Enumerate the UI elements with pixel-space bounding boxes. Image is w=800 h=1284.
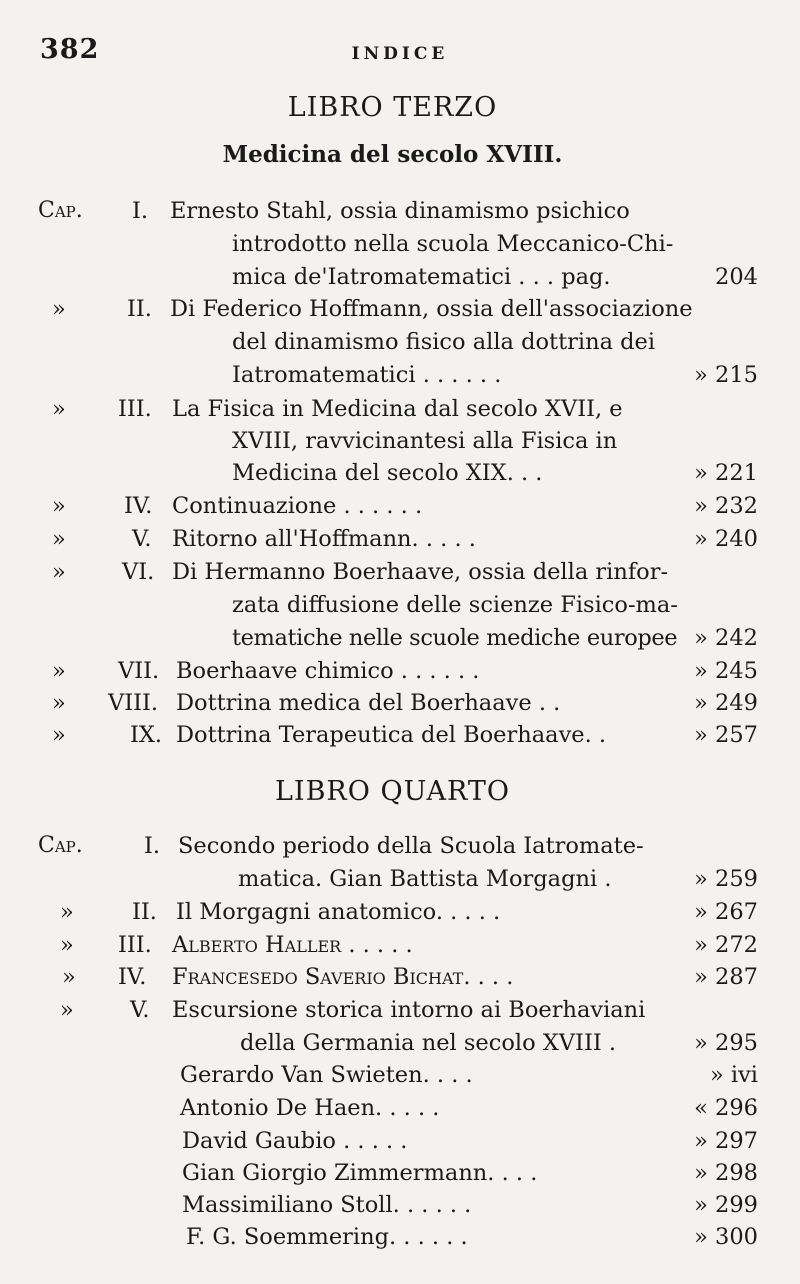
ditto-mark: » — [60, 932, 74, 958]
ditto-mark: » — [52, 559, 66, 585]
page-ref: » 287 — [694, 964, 758, 990]
entry-number: I. — [132, 198, 149, 224]
page-ref: » 215 — [694, 362, 758, 388]
page-ref: » 259 — [694, 866, 758, 892]
cap-label: Cap. — [38, 198, 83, 223]
entry-line: Medicina del secolo XIX. . . — [232, 460, 543, 486]
page-ref: « 296 — [694, 1095, 758, 1121]
entry-number: VII. — [118, 658, 160, 684]
ditto-mark: » — [52, 493, 66, 519]
entry-number: V. — [130, 997, 150, 1023]
page-ref: » 245 — [694, 658, 758, 684]
page-ref: » 272 — [694, 932, 758, 958]
entry-number: IV. — [118, 964, 147, 990]
entry-number: VI. — [122, 559, 155, 585]
page-ref: » 257 — [694, 722, 758, 748]
page-number: 382 — [40, 34, 100, 65]
ditto-mark: » — [52, 526, 66, 552]
ditto-mark: » — [52, 658, 66, 684]
subentry: F. G. Soemmering. . . . . . — [186, 1224, 468, 1250]
entry-line: matica. Gian Battista Morgagni . — [238, 866, 612, 892]
ditto-mark: » — [52, 690, 66, 716]
page-ref: » 249 — [694, 690, 758, 716]
entry-line: Escursione storica intorno ai Boerhaviani — [172, 997, 646, 1023]
entry-line: Di Federico Hoffmann, ossia dell'associazione — [170, 296, 693, 322]
libro-terzo-title: LIBRO TERZO — [287, 92, 498, 123]
page-ref: » 299 — [694, 1192, 758, 1218]
page-ref: » 298 — [694, 1160, 758, 1186]
page-ref: » 295 — [694, 1030, 758, 1056]
page-ref: » ivi — [709, 1062, 758, 1088]
entry-line: mica de'Iatromatematici . . . pag. — [232, 264, 611, 290]
entry-line: tematiche nelle scuole mediche europee — [232, 625, 678, 651]
entry-line: Alberto Haller . . . . . — [172, 932, 413, 958]
entry-line: Continuazione . . . . . . — [172, 493, 423, 519]
subentry: David Gaubio . . . . . — [182, 1128, 408, 1154]
entry-line: Ritorno all'Hoffmann. . . . . — [172, 526, 476, 552]
entry-line: Il Morgagni anatomico. . . . . — [176, 899, 501, 925]
entry-line: Boerhaave chimico . . . . . . — [176, 658, 480, 684]
entry-line: zata diffusione delle scienze Fisico-ma- — [232, 592, 678, 618]
page-ref: » 221 — [694, 460, 758, 486]
ditto-mark: » — [52, 296, 66, 322]
ditto-mark: » — [60, 899, 74, 925]
page-ref: » 297 — [694, 1128, 758, 1154]
ditto-mark: » — [52, 722, 66, 748]
page-ref: » 300 — [694, 1224, 758, 1250]
entry-line: della Germania nel secolo XVIII . — [240, 1030, 617, 1056]
entry-number: I. — [144, 833, 161, 859]
entry-number: III. — [118, 396, 152, 422]
page-ref: » 240 — [694, 526, 758, 552]
page-ref: » 267 — [694, 899, 758, 925]
cap-label: Cap. — [38, 833, 83, 858]
libro-terzo-subtitle: Medicina del secolo XVIII. — [222, 141, 563, 168]
running-head: INDICE — [351, 44, 449, 64]
entry-line: introdotto nella scuola Meccanico-Chi- — [232, 231, 674, 257]
entry-line: Francesedo Saverio Bichat. . . . — [172, 964, 514, 990]
page-ref: » 242 — [694, 625, 758, 651]
entry-line: Secondo periodo della Scuola Iatromate- — [178, 833, 644, 859]
entry-line: Dottrina Terapeutica del Boerhaave. . — [176, 722, 607, 748]
entry-number: VIII. — [108, 690, 159, 716]
entry-number: III. — [118, 932, 152, 958]
entry-line: Di Hermanno Boerhaave, ossia della rinfor- — [172, 559, 669, 585]
subentry: Antonio De Haen. . . . . — [180, 1095, 440, 1121]
entry-number: V. — [132, 526, 152, 552]
libro-quarto-title: LIBRO QUARTO — [274, 776, 511, 807]
subentry: Gian Giorgio Zimmermann. . . . — [182, 1160, 538, 1186]
entry-number: IV. — [124, 493, 153, 519]
ditto-mark: » — [60, 997, 74, 1023]
ditto-mark: » — [62, 964, 76, 990]
entry-number: II. — [132, 899, 157, 925]
entry-number: IX. — [130, 722, 163, 748]
page-ref: » 232 — [694, 493, 758, 519]
page-ref: 204 — [715, 264, 758, 290]
subentry: Gerardo Van Swieten. . . . — [180, 1062, 473, 1088]
ditto-mark: » — [52, 396, 66, 422]
entry-line: Iatromatematici . . . . . . — [232, 362, 502, 388]
subentry: Massimiliano Stoll. . . . . . — [182, 1192, 472, 1218]
entry-line: del dinamismo fisico alla dottrina dei — [232, 329, 656, 355]
entry-line: La Fisica in Medicina dal secolo XVII, e — [172, 396, 623, 422]
entry-line: XVIII, ravvicinantesi alla Fisica in — [232, 428, 618, 454]
entry-line: Ernesto Stahl, ossia dinamismo psichico — [170, 198, 630, 224]
entry-line: Dottrina medica del Boerhaave . . — [176, 690, 561, 716]
entry-number: II. — [127, 296, 152, 322]
